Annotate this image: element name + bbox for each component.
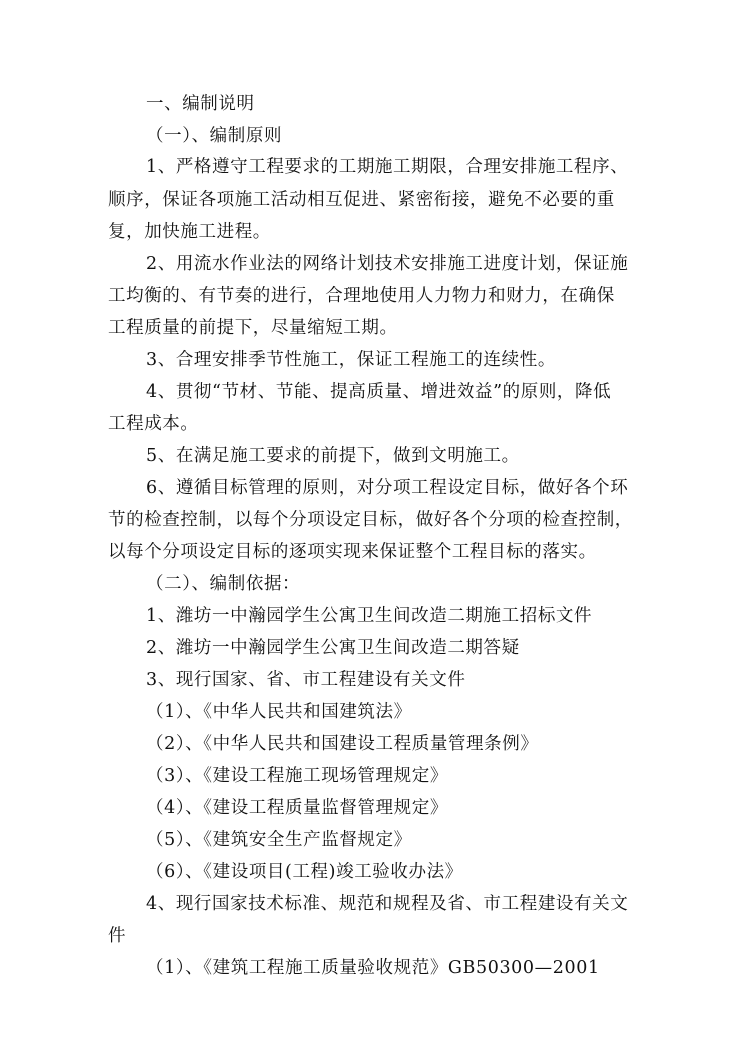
principle-1-line-2: 顺序，保证各项施工活动相互促进、紧密衔接，避免不必要的重 xyxy=(108,190,615,210)
principle-6-line-3: 以每个分项设定目标的逐项实现来保证整个工程目标的落实。 xyxy=(108,542,597,562)
basis-item-4-line-2: 件 xyxy=(108,926,127,946)
principle-4-line-2: 工程成本。 xyxy=(108,414,199,434)
principle-2-line-1: 2、用流水作业法的网络计划技术安排施工进度计划，保证施 xyxy=(146,254,629,274)
law-item-4: （4）、《建设工程质量监督管理规定》 xyxy=(146,798,448,818)
heading-compilation-notes: 一、编制说明 xyxy=(146,94,255,114)
basis-item-1: 1、潍坊一中瀚园学生公寓卫生间改造二期施工招标文件 xyxy=(146,606,593,626)
law-item-1: （1）、《中华人民共和国建筑法》 xyxy=(146,702,412,722)
principle-5-line-1: 5、在满足施工要求的前提下，做到文明施工。 xyxy=(146,446,520,466)
standard-item-1: （1）、《建筑工程施工质量验收规范》GB50300—2001 xyxy=(146,958,600,978)
principle-6-line-2: 节的检查控制，以每个分项设定目标，做好各个分项的检查控制， xyxy=(108,510,633,530)
basis-item-2: 2、潍坊一中瀚园学生公寓卫生间改造二期答疑 xyxy=(146,638,520,658)
law-item-3: （3）、《建设工程施工现场管理规定》 xyxy=(146,766,448,786)
principle-2-line-2: 工均衡的、有节奏的进行，合理地使用人力物力和财力，在确保 xyxy=(108,286,615,306)
law-item-6: （6）、《建设项目(工程)竣工验收办法》 xyxy=(146,862,463,882)
basis-item-3: 3、现行国家、省、市工程建设有关文件 xyxy=(146,670,466,690)
section-title-principles: （一）、编制原则 xyxy=(146,126,283,146)
principle-4-line-1: 4、贯彻“节材、节能、提高质量、增进效益”的原则，降低 xyxy=(146,382,612,402)
principle-3-line-1: 3、合理安排季节性施工，保证工程施工的连续性。 xyxy=(146,350,556,370)
principle-6-line-1: 6、遵循目标管理的原则，对分项工程设定目标，做好各个环 xyxy=(146,478,629,498)
law-item-2: （2）、《中华人民共和国建设工程质量管理条例》 xyxy=(146,734,539,754)
principle-1-line-1: 1、严格遵守工程要求的工期施工期限，合理安排施工程序、 xyxy=(146,157,629,177)
principle-2-line-3: 工程质量的前提下，尽量缩短工期。 xyxy=(108,318,398,338)
principle-1-line-3: 复，加快施工进程。 xyxy=(108,222,271,242)
law-item-5: （5）、《建筑安全生产监督规定》 xyxy=(146,830,412,850)
basis-item-4-line-1: 4、现行国家技术标准、规范和规程及省、市工程建设有关文 xyxy=(146,894,629,914)
section-title-basis: （二）、编制依据： xyxy=(146,574,301,594)
